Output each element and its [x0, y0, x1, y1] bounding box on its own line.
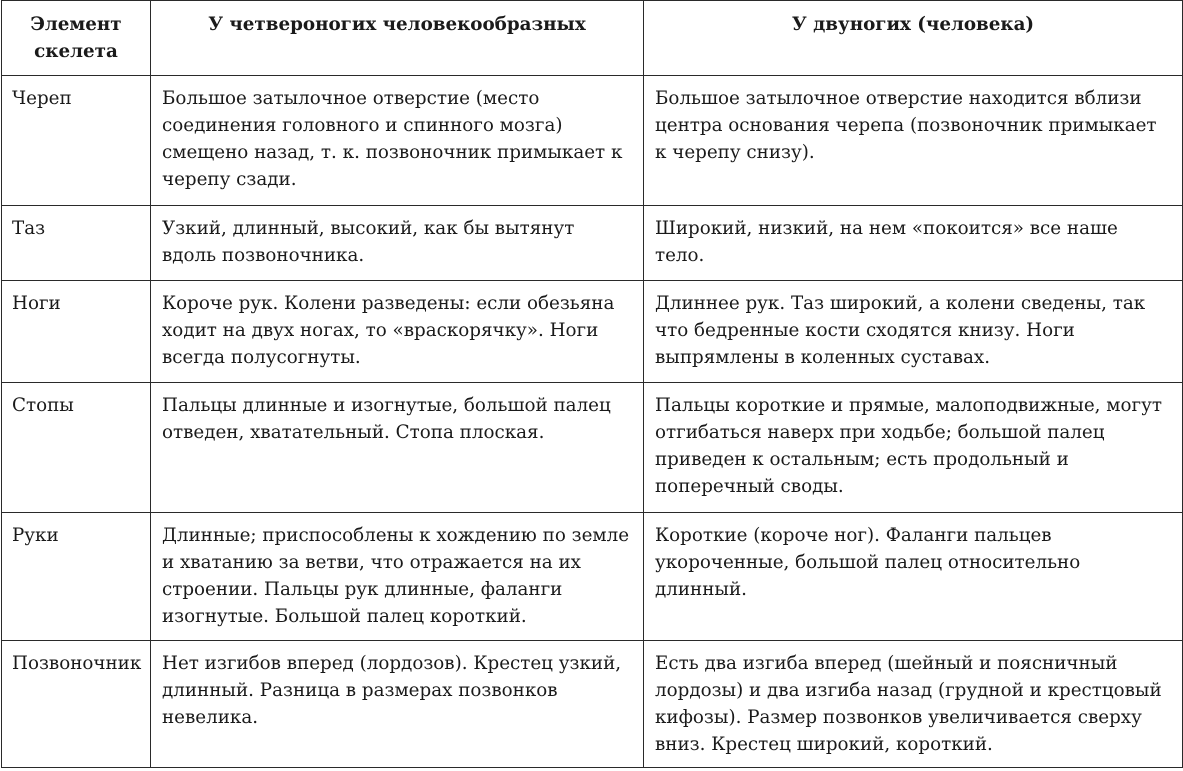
- table-row: [2, 513, 1183, 641]
- cell-biped: Большое затылочное отверстие находится вблизи центра основания черепа (позвоночник примыкает к черепу снизу).: [644, 76, 1183, 206]
- cell-biped: Короткие (короче ног). Фаланги пальцев укороченные, большой палец относительно длинный.: [644, 513, 1183, 641]
- cell-quadruped: Короче рук. Колени разведены: если обезьяна ходит на двух ногах, то «враскорячку». Ноги всегда полусогнуты.: [151, 281, 644, 383]
- cell-quadruped: Узкий, длинный, высокий, как бы вытянут вдоль позвоночника.: [151, 206, 644, 281]
- row-label-legs: Ноги: [2, 281, 151, 383]
- header-skeleton-element: Элемент скелета: [2, 1, 151, 76]
- header-quadruped-apes: У четвероногих человекообразных: [151, 1, 644, 76]
- table-row: [2, 76, 1183, 206]
- cell-biped: Есть два изгиба вперед (шейный и поясничный лордозы) и два изгиба назад (грудной и крестцовый кифозы). Размер позвонков увеличивается сверху вниз. Крестец широкий, короткий.: [644, 641, 1183, 768]
- row-label-pelvis: Таз: [2, 206, 151, 281]
- skeleton-comparison-table: [1, 0, 1183, 768]
- table-row: [2, 281, 1183, 383]
- cell-quadruped: Большое затылочное отверстие (место соединения головного и спинного мозга) смещено назад, т. к. позвоночник примыкает к черепу сзади.: [151, 76, 644, 206]
- row-label-spine: Позвоночник: [2, 641, 151, 768]
- cell-biped: Широкий, низкий, на нем «покоится» все наше тело.: [644, 206, 1183, 281]
- row-label-skull: Череп: [2, 76, 151, 206]
- cell-biped: Длиннее рук. Таз широкий, а колени сведены, так что бедренные кости сходятся книзу. Ноги выпрямлены в коленных суставах.: [644, 281, 1183, 383]
- table-body: [2, 76, 1183, 768]
- row-label-arms: Руки: [2, 513, 151, 641]
- table-row: [2, 383, 1183, 513]
- cell-quadruped: Длинные; приспособлены к хождению по земле и хватанию за ветви, что отражается на их строении. Пальцы рук длинные, фаланги изогнутые. Большой палец короткий.: [151, 513, 644, 641]
- cell-quadruped: Пальцы длинные и изогнутые, большой палец отведен, хватательный. Стопа плоская.: [151, 383, 644, 513]
- cell-biped: Пальцы короткие и прямые, малоподвижные, могут отгибаться наверх при ходьбе; большой палец приведен к остальным; есть продольный и поперечный своды.: [644, 383, 1183, 513]
- row-label-feet: Стопы: [2, 383, 151, 513]
- table-header: [2, 1, 1183, 76]
- table-row: [2, 641, 1183, 768]
- table-row: [2, 206, 1183, 281]
- header-row: [2, 1, 1183, 76]
- header-biped-human: У двуногих (человека): [644, 1, 1183, 76]
- cell-quadruped: Нет изгибов вперед (лордозов). Крестец узкий, длинный. Разница в размерах позвонков невелика.: [151, 641, 644, 768]
